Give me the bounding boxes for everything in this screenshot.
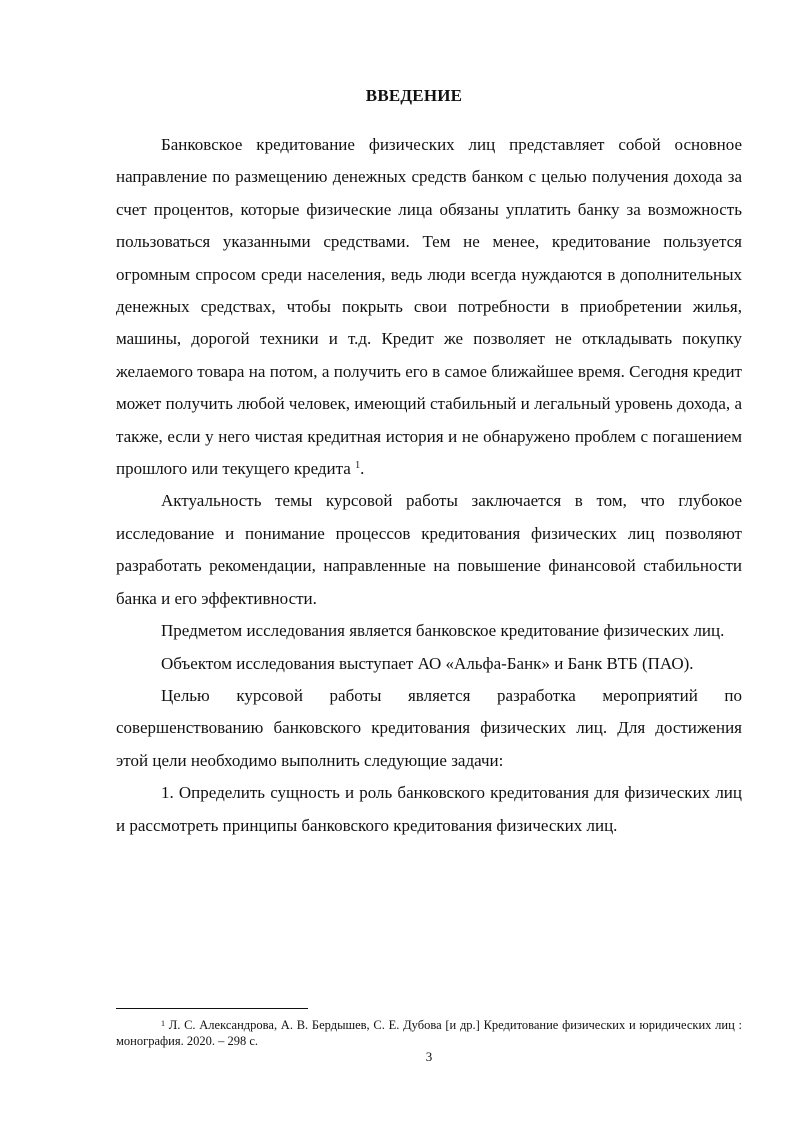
- body-text: [116, 129, 742, 842]
- footnote-reference: 1: [355, 460, 361, 472]
- footnote: [116, 1017, 742, 1049]
- paragraph-intro: [116, 129, 742, 485]
- footnote-separator: [116, 1008, 308, 1009]
- footnote-paragraph: [116, 1017, 742, 1049]
- section-heading: ВВЕДЕНИЕ: [365, 86, 463, 105]
- paragraph-object: Объектом исследования выступает АО «Альфа-Банк» и Банк ВТБ (ПАО).: [161, 653, 694, 673]
- paragraph-task-1: 1. Определить сущность и роль банковского кредитования для физических лиц и рассмотреть принципы банковского кредитования физических лиц.: [116, 783, 742, 835]
- paragraph-goal: Целью курсовой работы является разработка мероприятий по совершенствованию банковского кредитования физических лиц. Для достижения этой цели необходимо выполнить следующие задачи:: [116, 685, 742, 770]
- footnote-mark: 1: [161, 1019, 165, 1028]
- paragraph-tail: .: [360, 459, 365, 479]
- footnote-text: Л. С. Александрова, А. В. Бердышев, С. Е. Дубова [и др.] Кредитование физических и юридических лиц : монография. 2020. – 298 с.: [116, 1018, 742, 1048]
- paragraph-relevance: Актуальность темы курсовой работы заключается в том, что глубокое исследование и понимание процессов кредитования физических лиц позволяют разработать рекомендации, направленные на повышение финансовой стабильности банка и его эффективности.: [116, 491, 742, 608]
- page-number: 3: [425, 1049, 433, 1064]
- paragraph-subject: Предметом исследования является банковское кредитование физических лиц.: [161, 621, 725, 641]
- paragraph-text: Банковское кредитование физических лиц представляет собой основное направление по размещению денежных средств банком с целью получения дохода за счет процентов, которые физические лица обязаны уплатить банку за возможность пользоваться указанными средствами. Тем не менее, кредитование пользуется огромным спросом среди населения, ведь люди всегда нуждаются в дополнительных денежных средствах, чтобы покрыть свои потребности в приобретении жилья, машины, дорогой техники и т.д. Кредит же позволяет не откладывать покупку желаемого товара на потом, а получить его в самое ближайшее время. Сегодня кредит может получить любой человек, имеющий стабильный и легальный уровень дохода, а также, если у него чистая кредитная история и не обнаружено проблем с погашением прошлого или текущего кредита: [116, 135, 742, 479]
